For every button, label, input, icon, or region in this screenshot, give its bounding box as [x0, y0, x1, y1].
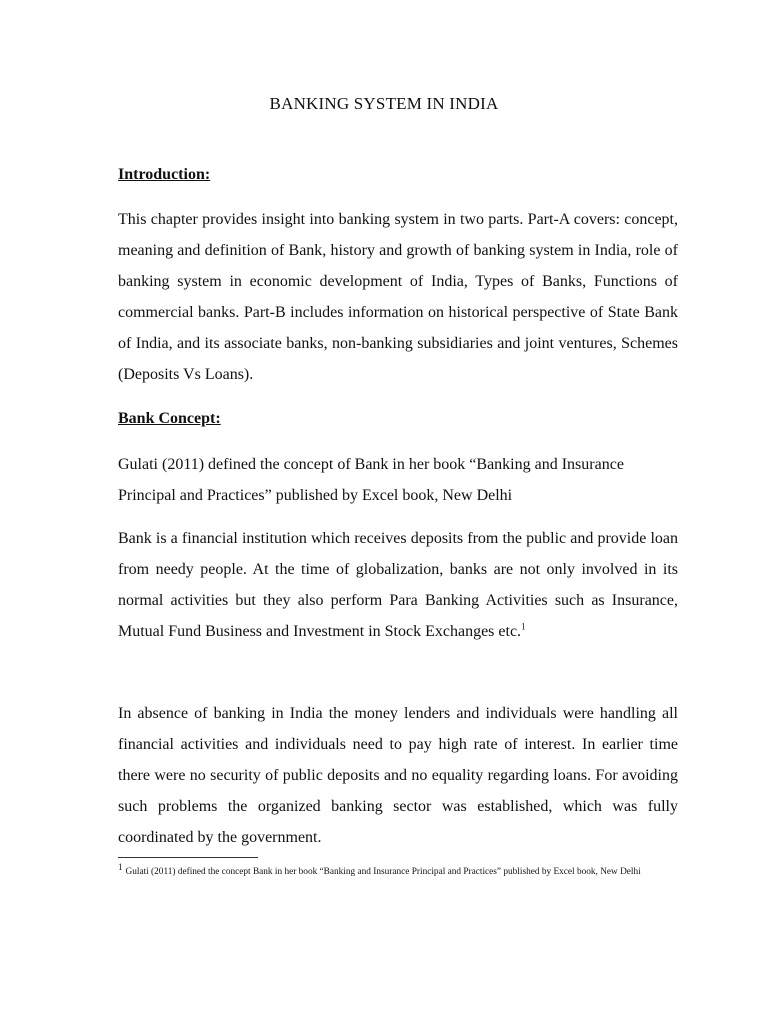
footnote-text: Gulati (2011) defined the concept Bank in her book “Banking and Insurance Principal and Practices” published by Excel book, New Delhi — [125, 867, 641, 877]
footnote-mark: 1 — [118, 861, 123, 872]
introduction-paragraph: This chapter provides insight into banking system in two parts. Part-A covers: concept, meaning and definition of Bank, history and growth of banking system in India, role of banking system in economic development of India, Types of Banks, Functions of commercial banks. Part-B includes information on historical perspective of State Bank of India, and its associate banks, non-banking subsidiaries and joint ventures, Schemes (Deposits Vs Loans). — [118, 211, 678, 383]
bank-definition-text: Bank is a financial institution which receives deposits from the public and provide loan from needy people. At the time of globalization, banks are not only involved in its normal activities but they also perform Para Banking Activities such as Insurance, Mutual Fund Business and Investment in Stock Exchanges etc. — [118, 530, 678, 640]
banking-absence-paragraph: In absence of banking in India the money lenders and individuals were handling all financial activities and individuals need to pay high rate of interest. In earlier time there were no security of public deposits and no equality regarding loans. For avoiding such problems the organized banking sector was established, which was fully coordinated by the government. — [118, 705, 678, 846]
gulati-paragraph: Gulati (2011) defined the concept of Bank in her book “Banking and Insurance Principal and Practices” published by Excel book, New Delhi — [118, 456, 624, 504]
bank-definition-paragraph — [118, 523, 678, 647]
footnote-separator — [118, 857, 258, 858]
footnote-reference[interactable]: 1 — [521, 621, 526, 632]
bank-concept-heading: Bank Concept: — [118, 410, 221, 427]
introduction-heading: Introduction: — [118, 166, 211, 183]
page-title: BANKING SYSTEM IN INDIA — [269, 94, 499, 113]
footnote — [118, 862, 680, 882]
